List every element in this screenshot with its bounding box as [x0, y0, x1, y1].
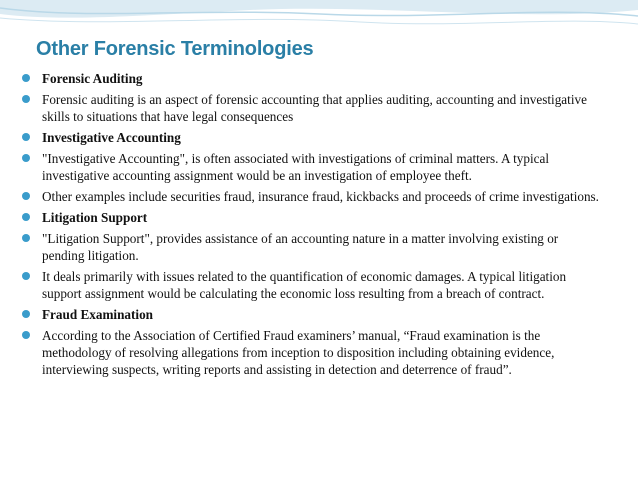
list-item — [22, 327, 602, 378]
list-item-heading — [22, 129, 602, 146]
list-item-heading — [22, 70, 602, 87]
circle-bullet-icon — [22, 192, 30, 200]
list-item — [22, 188, 602, 205]
list-item-text: Investigative Accounting — [42, 130, 181, 145]
list-item-heading — [22, 209, 602, 226]
list-item — [22, 230, 602, 264]
circle-bullet-icon — [22, 310, 30, 318]
list-item-text: Forensic Auditing — [42, 71, 143, 86]
list-item-text: Fraud Examination — [42, 307, 154, 322]
list-item — [22, 91, 602, 125]
circle-bullet-icon — [22, 74, 30, 82]
circle-bullet-icon — [22, 95, 30, 103]
bullet-list — [22, 70, 602, 382]
circle-bullet-icon — [22, 133, 30, 141]
list-item — [22, 268, 602, 302]
slide-title: Other Forensic Terminologies — [36, 38, 314, 60]
circle-bullet-icon — [22, 213, 30, 221]
circle-bullet-icon — [22, 154, 30, 162]
circle-bullet-icon — [22, 234, 30, 242]
circle-bullet-icon — [22, 272, 30, 280]
list-item-text: "Litigation Support", provides assistance of an accounting nature in a matter involving existing or pending litigation. — [42, 231, 559, 263]
circle-bullet-icon — [22, 331, 30, 339]
list-item-text: According to the Association of Certified Fraud examiners’ manual, “Fraud examination is the methodology of resolving allegations from inception to disposition including obtaining evidence, interviewing suspects, writing reports and assisting in detection and deterrence of fraud”. — [42, 328, 555, 377]
list-item-text: Other examples include securities fraud, insurance fraud, kickbacks and proceeds of crime investigations. — [42, 189, 599, 204]
list-item-text: Litigation Support — [42, 210, 148, 225]
list-item-text: It deals primarily with issues related to the quantification of economic damages. A typical litigation support assignment would be calculating the economic loss resulting from a breach of contract. — [42, 269, 567, 301]
list-item-text: "Investigative Accounting", is often associated with investigations of criminal matters. A typical investigative accounting assignment would be an investigation of employee theft. — [42, 151, 550, 183]
list-item — [22, 150, 602, 184]
list-item-text: Forensic auditing is an aspect of forensic accounting that applies auditing, accounting and investigative skills to situations that have legal consequences — [42, 92, 587, 124]
list-item-heading — [22, 306, 602, 323]
